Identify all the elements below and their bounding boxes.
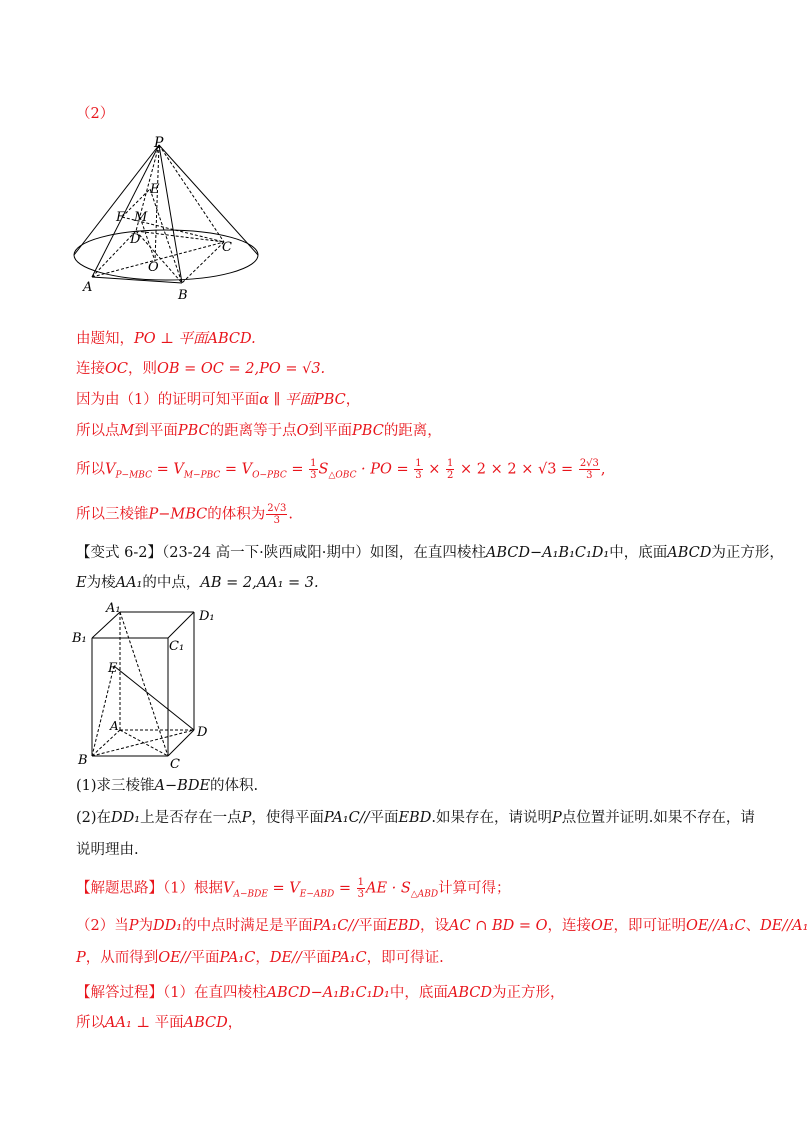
label-B: B [178, 288, 188, 303]
sol2-line3: 因为由（1）的证明可知平面α ∥ 平面PBC， [76, 392, 361, 408]
label-D: D [197, 725, 208, 740]
cone-figure [70, 135, 270, 305]
label-E: E [108, 661, 118, 676]
prism-figure [72, 598, 222, 773]
question-2-line1: (2)在DD₁上是否存在一点P，使得平面PA₁C//平面EBD.如果存在，请说明P点位置并证明.如果不存在，请 [76, 810, 755, 826]
variant-line1: 【变式 6-2】（23-24 高一下·陕西咸阳·期中）如图，在直四棱柱ABCD−A₁B₁C₁D₁中，底面ABCD为正方形， [76, 545, 784, 561]
label-A1: A₁ [106, 601, 121, 616]
label-D: D [130, 232, 141, 247]
label-M: M [134, 210, 148, 225]
hint-line2: （2）当P为DD₁的中点时满足是平面PA₁C//平面EBD，设AC ∩ BD = O，连接OE，即可证明OE//A₁C、DE//A₁ [76, 918, 808, 934]
sol2-line2: 连接OC，则OB = OC = 2,PO = √3. [76, 361, 326, 377]
process-line1: 【解答过程】（1）在直四棱柱ABCD−A₁B₁C₁D₁中，底面ABCD为正方形， [76, 985, 565, 1001]
label-A: A [110, 719, 119, 733]
part2-label: （2） [76, 106, 115, 122]
sol2-line1: 由题知，PO ⊥ 平面ABCD. [76, 331, 256, 347]
sol2-line6: 所以三棱锥P−MBC的体积为 $\frac{2√3}{3}$ . [76, 503, 293, 526]
label-O: O [148, 260, 159, 275]
label-E: E [150, 182, 160, 197]
label-C1: C₁ [169, 639, 185, 654]
question-1: (1)求三棱锥A−BDE的体积. [76, 778, 259, 794]
hint-line3: P，从而得到OE//平面PA₁C，DE//平面PA₁C，即可得证. [76, 950, 444, 966]
label-C: C [170, 757, 180, 772]
process-line2: 所以AA₁ ⊥ 平面ABCD， [76, 1015, 243, 1031]
label-B1: B₁ [72, 631, 87, 646]
label-F: F [116, 210, 126, 225]
question-2-line2: 说明理由. [76, 842, 139, 858]
variant-line2: E为棱AA₁的中点，AB = 2,AA₁ = 3. [76, 575, 319, 591]
sol2-line5: 所以$V_{P-MBC} = V_{M-PBC} = V_{O-PBC}$ = $\frac{1}{3}$ $S_{\triangle OBC}$ · PO = $\frac{1}{3}$ × $\frac{1}{2}$ × 2 × 2 × √3 = $\frac{2√3}{3}$ , [76, 458, 606, 481]
label-P: P [154, 135, 164, 151]
hint-line1: 【解题思路】（1）根据$V_{A-BDE} = V_{E-ABD}$ = $\frac{1}{3}$ AE · $S_{\triangle ABD}$计算可得； [76, 877, 511, 900]
label-A: A [83, 280, 93, 295]
label-C: C [222, 240, 232, 255]
sol2-line4: 所以点M到平面PBC的距离等于点O到平面PBC的距离， [76, 423, 442, 439]
label-D1: D₁ [199, 609, 215, 624]
label-B: B [78, 753, 88, 768]
